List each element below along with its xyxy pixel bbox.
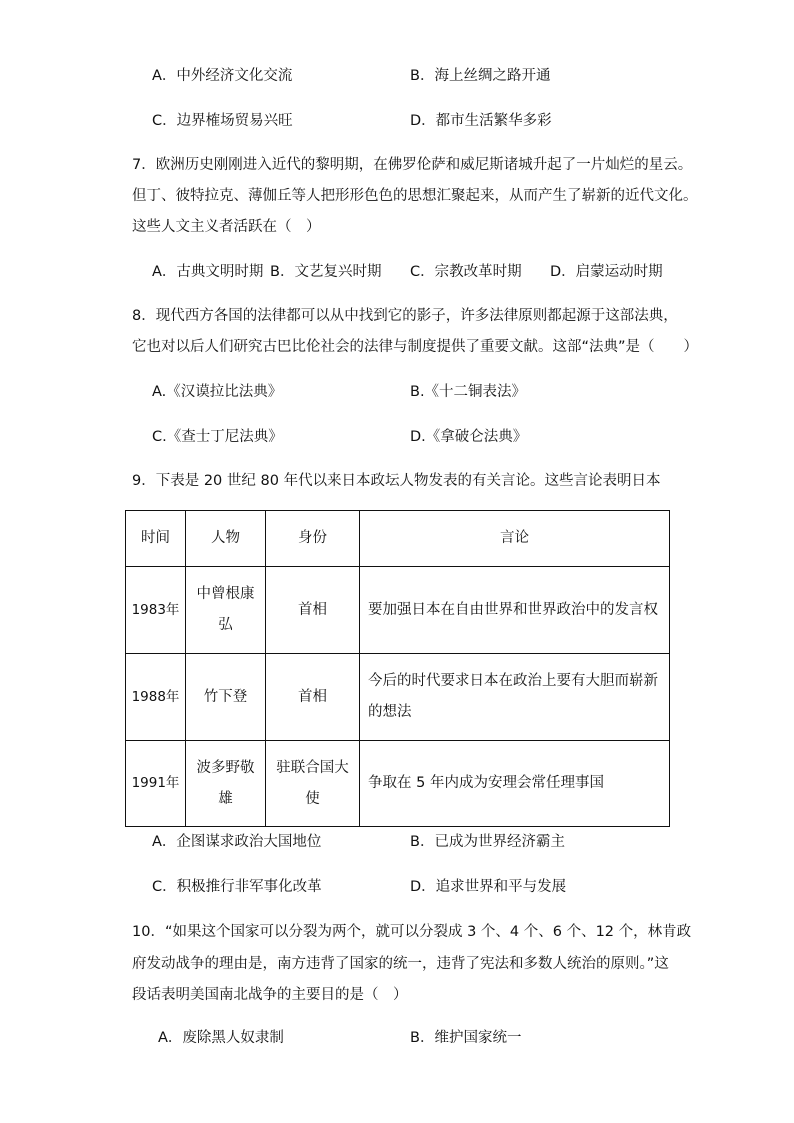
q7-option-d: D．启蒙运动时期 bbox=[550, 264, 663, 280]
q10-stem-line3: 段话表明美国南北战争的主要目的是（ ） bbox=[132, 987, 408, 1003]
q8-option-c: C.《查士丁尼法典》 bbox=[152, 429, 283, 445]
q6-option-c: C．边界榷场贸易兴旺 bbox=[152, 113, 293, 129]
row-person bbox=[186, 741, 266, 827]
role-line1: 首相 bbox=[298, 601, 327, 618]
role-line1: 驻联合国大 bbox=[276, 759, 349, 776]
role-line1: 首相 bbox=[298, 688, 327, 705]
row-person bbox=[186, 654, 266, 741]
table-row bbox=[126, 567, 670, 654]
header-speech: 言论 bbox=[360, 511, 670, 567]
speech-line1: 要加强日本在自由世界和世界政治中的发言权 bbox=[368, 601, 658, 618]
speech-line2: 的想法 bbox=[368, 704, 412, 720]
header-time: 时间 bbox=[126, 511, 186, 567]
table-header-row bbox=[126, 511, 670, 567]
q6-option-d: D．都市生活繁华多彩 bbox=[410, 113, 552, 129]
row-person bbox=[186, 567, 266, 654]
q8-option-d: D.《拿破仑法典》 bbox=[410, 429, 528, 445]
q6-option-a: A．中外经济文化交流 bbox=[152, 68, 293, 84]
q8-stem-line2: 它也对以后人们研究古巴比伦社会的法律与制度提供了重要文献。这部“法典”是（ ） bbox=[132, 339, 699, 355]
q7-option-b: B．文艺复兴时期 bbox=[270, 264, 382, 280]
row-role bbox=[266, 741, 360, 827]
q10-stem-line2: 府发动战争的理由是，南方违背了国家的统一，违背了宪法和多数人统治的原则。”这 bbox=[132, 956, 669, 972]
q10-option-b: B．维护国家统一 bbox=[410, 1030, 522, 1046]
q9-table bbox=[125, 510, 670, 827]
person-line2: 弘 bbox=[218, 617, 233, 633]
row-year: 1988年 bbox=[126, 654, 186, 741]
role-line2: 使 bbox=[305, 790, 320, 807]
q9-option-c: C．积极推行非军事化改革 bbox=[152, 879, 322, 895]
person-line1: 波多野敬 bbox=[196, 759, 255, 776]
q10-option-a: A．废除黑人奴隶制 bbox=[158, 1030, 284, 1046]
table-row bbox=[126, 741, 670, 827]
q8-stem-line1: 8．现代西方各国的法律都可以从中找到它的影子，许多法律原则都起源于这部法典， bbox=[132, 308, 678, 324]
q7-option-a: A．古典文明时期 bbox=[152, 264, 264, 280]
q7-stem-line1: 7．欧洲历史刚刚进入近代的黎明期，在佛罗伦萨和威尼斯诸城升起了一片灿烂的星云。 bbox=[132, 157, 693, 173]
header-role: 身份 bbox=[266, 511, 360, 567]
row-year: 1983年 bbox=[126, 567, 186, 654]
q10-stem-line1: 10．“如果这个国家可以分裂为两个，就可以分裂成 3 个、4 个、6 个、12 个，林肯政 bbox=[132, 924, 692, 940]
q9-option-d: D．追求世界和平与发展 bbox=[410, 879, 567, 895]
row-speech bbox=[360, 741, 670, 827]
q7-stem-line3: 这些人文主义者活跃在（ ） bbox=[132, 219, 321, 235]
row-year: 1991年 bbox=[126, 741, 186, 827]
speech-line1: 今后的时代要求日本在政治上要有大胆而崭新 bbox=[368, 673, 658, 689]
row-role bbox=[266, 654, 360, 741]
q7-stem-line2: 但丁、彼特拉克、薄伽丘等人把形形色色的思想汇聚起来，从而产生了崭新的近代文化。 bbox=[132, 188, 698, 204]
q8-option-a: A.《汉谟拉比法典》 bbox=[152, 384, 283, 400]
person-line1: 中曾根康 bbox=[196, 586, 255, 602]
q9-option-b: B．已成为世界经济霸主 bbox=[410, 834, 565, 850]
header-person: 人物 bbox=[186, 511, 266, 567]
person-line2: 雄 bbox=[218, 790, 233, 807]
row-speech bbox=[360, 654, 670, 741]
table-row bbox=[126, 654, 670, 741]
q8-option-b: B.《十二铜表法》 bbox=[410, 384, 527, 400]
row-role bbox=[266, 567, 360, 654]
q6-option-b: B．海上丝绸之路开通 bbox=[410, 68, 551, 84]
q9-stem: 9．下表是 20 世纪 80 年代以来日本政坛人物发表的有关言论。这些言论表明日本 bbox=[132, 473, 661, 489]
person-line1: 竹下登 bbox=[203, 688, 248, 705]
row-speech bbox=[360, 567, 670, 654]
speech-line1: 争取在 5 年内成为安理会常任理事国 bbox=[368, 775, 604, 791]
q9-option-a: A．企图谋求政治大国地位 bbox=[152, 834, 322, 850]
q7-option-c: C．宗教改革时期 bbox=[410, 264, 522, 280]
